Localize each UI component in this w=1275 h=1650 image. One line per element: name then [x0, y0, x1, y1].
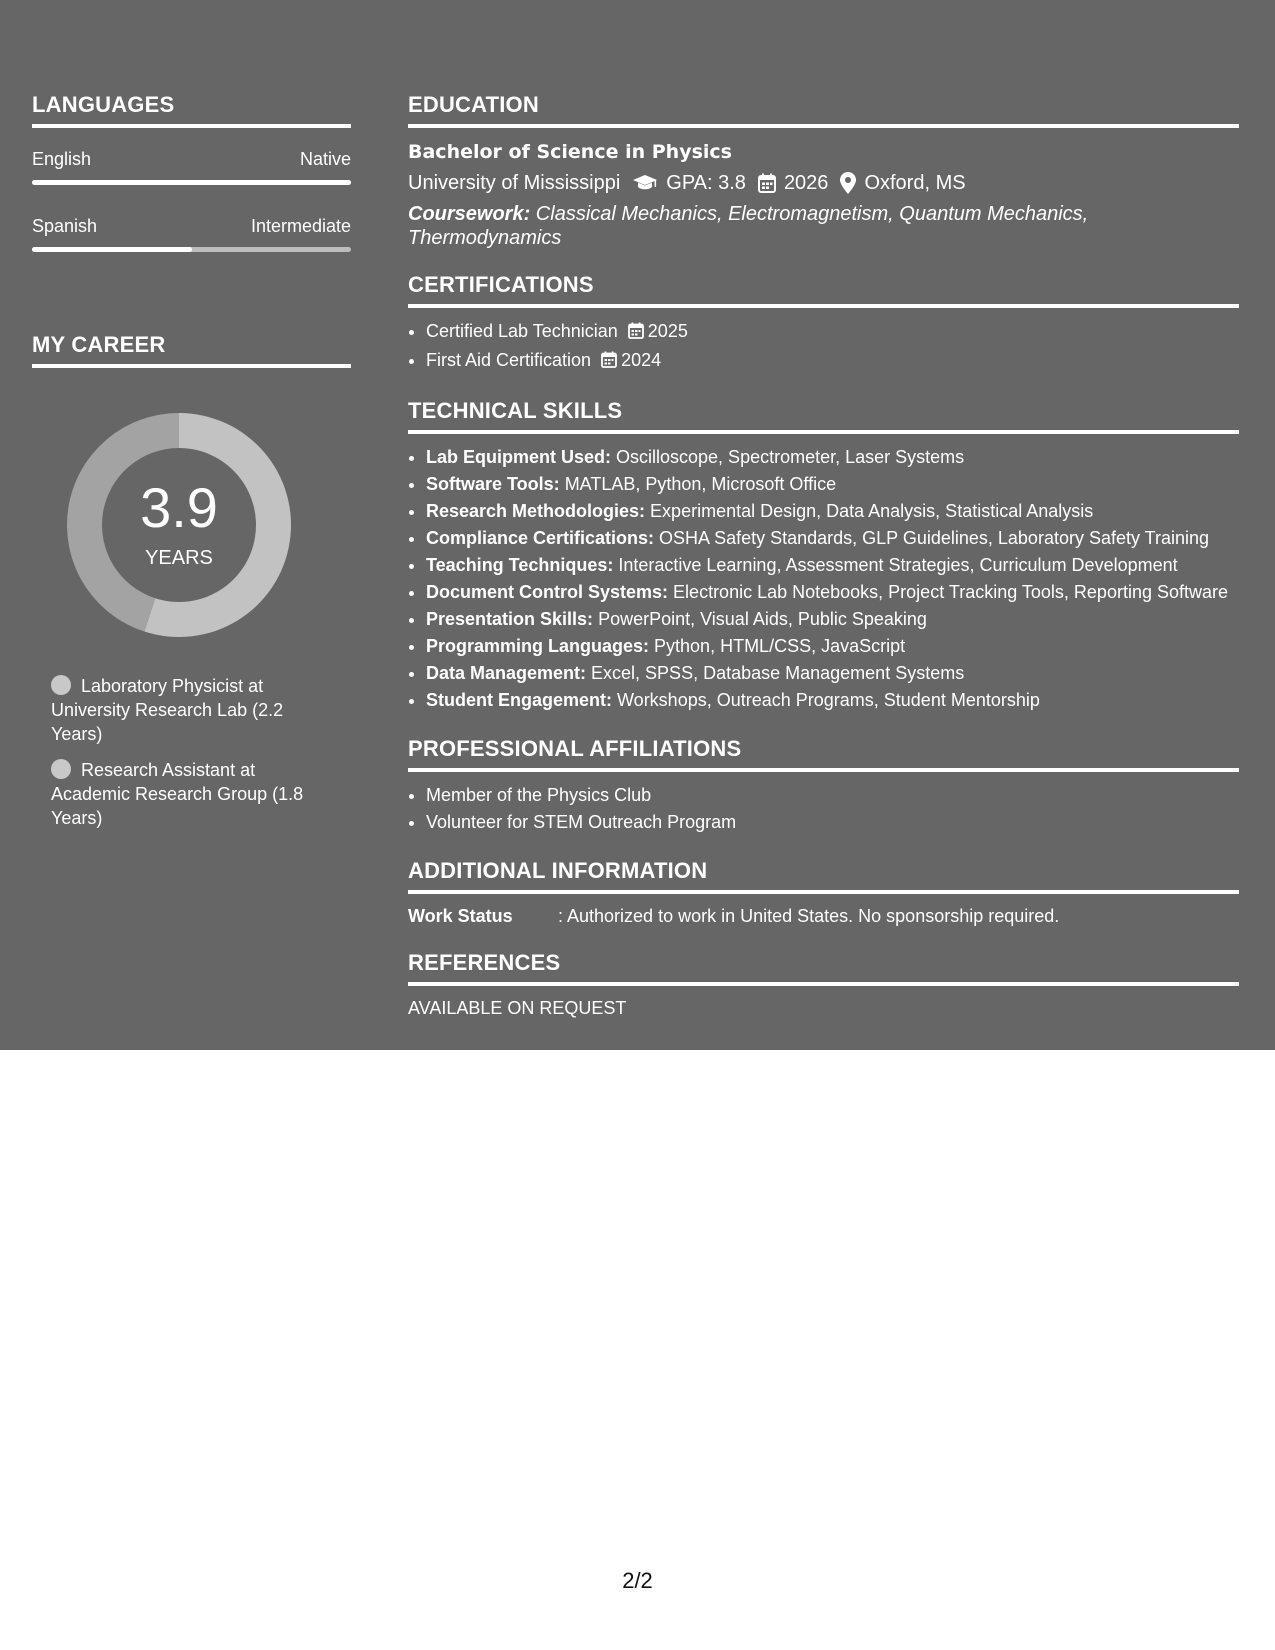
legend-dot-icon [51, 675, 71, 695]
skill-label: Document Control Systems: [426, 582, 669, 602]
affiliations-list [408, 782, 1239, 836]
references-value: AVAILABLE ON REQUEST [408, 998, 627, 1018]
map-pin-icon [840, 172, 856, 194]
skill-item [426, 471, 1239, 498]
list-item: • Volunteer for STEM Outreach Program [426, 809, 1239, 836]
career-unit: YEARS [145, 547, 213, 569]
additional-section [408, 858, 1239, 928]
graduation-cap-icon [632, 174, 658, 192]
skill-item [426, 687, 1239, 714]
education-details [408, 170, 1239, 196]
work-status-label: Work Status [408, 906, 513, 926]
affiliations-title: PROFESSIONAL AFFILIATIONS [408, 736, 1239, 772]
skill-value: Workshops, Outreach Programs, Student Mentorship [612, 690, 1040, 710]
work-status-value: : Authorized to work in United States. No sponsorship required. [558, 906, 1060, 926]
skill-label: Teaching Techniques: [426, 555, 614, 575]
language-bar-fill [32, 247, 192, 252]
career-total: 3.9 [140, 476, 218, 539]
education-title: EDUCATION [408, 92, 1239, 128]
skills-section [408, 398, 1239, 714]
career-title: MY CAREER [32, 332, 351, 368]
language-item [32, 148, 351, 185]
language-level: Native [299, 149, 351, 169]
legend-label: Research Assistant at Academic Research Group (1.8 Years) [51, 760, 304, 828]
calendar-icon [628, 320, 644, 347]
coursework [408, 202, 1239, 250]
languages-title: LANGUAGES [32, 92, 351, 128]
career-donut [66, 412, 292, 638]
skill-label: Data Management: [426, 663, 587, 683]
cert-year: 2025 [647, 321, 688, 341]
skill-item [426, 498, 1239, 525]
cert-name: Certified Lab Technician [426, 321, 618, 341]
skill-value: Oscilloscope, Spectrometer, Laser Systems [611, 447, 965, 467]
legend-label: Laboratory Physicist at University Research Lab (2.2 Years) [51, 676, 284, 744]
page-number: 2/2 [622, 1568, 653, 1593]
certifications-section [408, 272, 1239, 376]
language-bar [32, 247, 351, 252]
coursework-label: Coursework: [408, 203, 531, 225]
right-column [408, 92, 1239, 1020]
skill-label: Compliance Certifications: [426, 528, 655, 548]
skill-item [426, 633, 1239, 660]
skill-value: Excel, SPSS, Database Management Systems [586, 663, 965, 683]
references-section [408, 950, 1239, 1020]
career-legend [51, 674, 321, 830]
certifications-list [408, 318, 1239, 376]
skill-item [426, 579, 1239, 606]
language-item [32, 215, 351, 252]
calendar-icon [601, 349, 617, 376]
skill-value: Electronic Lab Notebooks, Project Tracking Tools, Reporting Software [668, 582, 1228, 602]
skill-item [426, 552, 1239, 579]
list-item: • Member of the Physics Club [426, 782, 1239, 809]
certifications-title: CERTIFICATIONS [408, 272, 1239, 308]
cert-year: 2024 [621, 350, 662, 370]
list-item [426, 347, 1239, 376]
skill-label: Student Engagement: [426, 690, 613, 710]
language-name: English [32, 149, 92, 169]
coursework-list: Classical Mechanics, Electromagnetism, Quantum Mechanics, Thermodynamics [408, 203, 1089, 249]
skill-value: MATLAB, Python, Microsoft Office [559, 474, 837, 494]
graduation-year: 2026 [783, 172, 829, 194]
skill-value: Interactive Learning, Assessment Strategies, Curriculum Development [613, 555, 1178, 575]
skill-label: Lab Equipment Used: [426, 447, 612, 467]
list-item [426, 318, 1239, 347]
cert-name: First Aid Certification [426, 350, 592, 370]
gpa: GPA: 3.8 [666, 172, 746, 194]
skill-item [426, 660, 1239, 687]
skill-value: Python, HTML/CSS, JavaScript [649, 636, 906, 656]
left-column [32, 92, 351, 842]
degree-title: Bachelor of Science in Physics [408, 141, 732, 163]
skills-title: TECHNICAL SKILLS [408, 398, 1239, 434]
skills-list [408, 444, 1239, 714]
skill-label: Software Tools: [426, 474, 560, 494]
skill-item [426, 525, 1239, 552]
language-bar [32, 180, 351, 185]
additional-title: ADDITIONAL INFORMATION [408, 858, 1239, 894]
references-title: REFERENCES [408, 950, 1239, 986]
calendar-icon [758, 173, 776, 193]
location: Oxford, MS [864, 172, 966, 194]
skill-value: PowerPoint, Visual Aids, Public Speaking [593, 609, 927, 629]
school-name: University of Mississippi [408, 172, 621, 194]
skill-label: Programming Languages: [426, 636, 650, 656]
language-bar-fill [32, 180, 351, 185]
legend-dot-icon [51, 759, 71, 779]
skill-item [426, 606, 1239, 633]
affiliations-section [408, 736, 1239, 836]
skill-value: Experimental Design, Data Analysis, Statistical Analysis [645, 501, 1094, 521]
skill-label: Research Methodologies: [426, 501, 646, 521]
work-status-row [408, 904, 1239, 928]
legend-item [51, 674, 321, 746]
skill-item [426, 444, 1239, 471]
skill-value: OSHA Safety Standards, GLP Guidelines, Laboratory Safety Training [654, 528, 1210, 548]
legend-item [51, 758, 321, 830]
language-name: Spanish [32, 216, 98, 236]
language-level: Intermediate [250, 216, 351, 236]
skill-label: Presentation Skills: [426, 609, 594, 629]
